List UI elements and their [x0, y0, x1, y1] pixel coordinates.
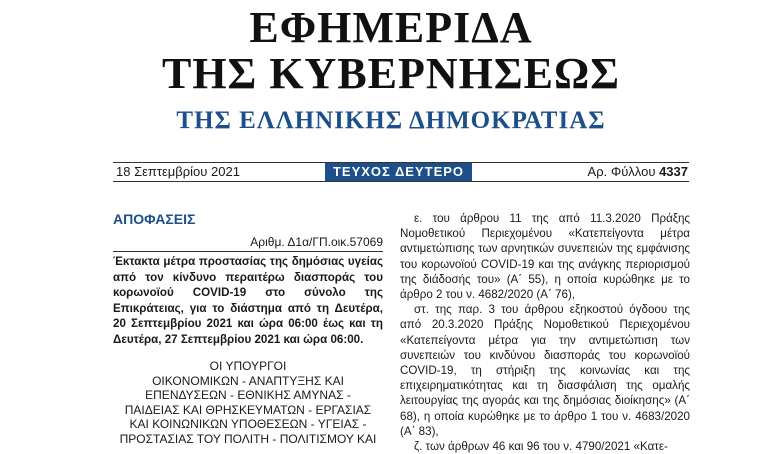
ministers-block — [113, 359, 383, 446]
body-paragraph: στ. της παρ. 3 του άρθρου εξηκοστού όγδοου της από 20.3.2020 Πράξης Νομοθετικού Περιεχομένου «Κατεπείγοντα μέτρα για την αντιμετώπιση των συνεπειών του κινδύνου διασποράς του κορωνοϊού COVID-19, τη στήριξη της κοινωνίας και της επιχειρηματικότητας και τη διασφάλιση της ομαλής λειτουργίας της αγοράς και της δημόσιας διοίκησης» (Α΄ 68), η οποία κυρώθηκε με το άρθρο 1 του ν. 4683/2020 (Α΄ 83), — [400, 303, 690, 438]
ministers-line: ΠΑΙΔΕΙΑΣ ΚΑΙ ΘΡΗΣΚΕΥΜΑΤΩΝ - ΕΡΓΑΣΙΑΣ — [124, 402, 372, 417]
masthead-title-line2: ΤΗΣ ΚΥΒΕΡΝΗΣΕΩΣ — [161, 49, 621, 98]
ministers-line: ΚΑΙ ΚΟΙΝΩΝΙΚΩΝ ΥΠΟΘΕΣΕΩΝ - ΥΓΕΙΑΣ - — [129, 417, 367, 431]
decision-title: Έκτακτα μέτρα προστασίας της δημόσιας υγείας από τον κίνδυνο περαιτέρω διασποράς του κορωνοϊού COVID-19 στο σύνολο της Επικράτειας, για το διάστημα από τη Δευτέρα, 20 Σεπτεμβρίου 2021 και ώρα 06:00 έως και τη Δευτέρα, 27 Σεπτεμβρίου 2021 και ώρα 06:00. — [113, 255, 383, 346]
ministers-line: ΠΡΟΣΤΑΣΙΑΣ ΤΟΥ ΠΟΛΙΤΗ - ΠΟΛΙΤΙΣΜΟΥ ΚΑΙ — [119, 431, 377, 446]
ministers-line: ΕΠΕΝΔΥΣΕΩΝ - ΕΘΝΙΚΗΣ ΑΜΥΝΑΣ - — [145, 388, 351, 402]
ministers-line: ΟΙ ΥΠΟΥΡΓΟΙ — [209, 359, 287, 373]
info-bar-bottom-rule — [113, 181, 689, 182]
sheet-number-value: 4337 — [659, 164, 688, 179]
masthead-subtitle: ΤΗΣ ΕΛΛΗΝΙΚΗΣ ΔΗΜΟΚΡΑΤΙΑΣ — [176, 107, 606, 134]
decision-reference: Αριθμ. Δ1α/ΓΠ.οικ.57069 — [113, 234, 383, 252]
masthead-title-line1: ΕΦΗΜΕΡΙΔΑ — [249, 3, 533, 52]
body-paragraph: ε. του άρθρου 11 της από 11.3.2020 Πράξης Νομοθετικού Περιεχομένου «Κατεπείγοντα μέτρα αντιμετώπισης των αρνητικών συνεπειών της εμφάνισης του κορωνοϊού COVID-19 και της ανάγκης περιορισμού της διάδοσής του» (Α΄ 55), η οποία κυρώθηκε με το άρθρο 2 του ν. 4682/2020 (Α΄ 76), — [400, 212, 690, 302]
section-heading: ΑΠΟΦΑΣΕΙΣ — [113, 211, 196, 227]
ministers-line: ΟΙΚΟΝΟΜΙΚΩΝ - ΑΝΑΠΤΥΞΗΣ ΚΑΙ — [152, 373, 344, 388]
body-paragraph: ζ. των άρθρων 46 και 96 του ν. 4790/2021 «Κατε- — [414, 440, 668, 454]
sheet-number — [588, 163, 688, 181]
right-column — [400, 211, 690, 454]
issue-label: ΤΕΥΧΟΣ ΔΕΥΤΕΡΟ — [325, 163, 472, 181]
sheet-number-label: Αρ. Φύλλου — [587, 164, 656, 179]
left-column — [113, 210, 383, 446]
publication-date: 18 Σεπτεμβρίου 2021 — [116, 164, 240, 179]
